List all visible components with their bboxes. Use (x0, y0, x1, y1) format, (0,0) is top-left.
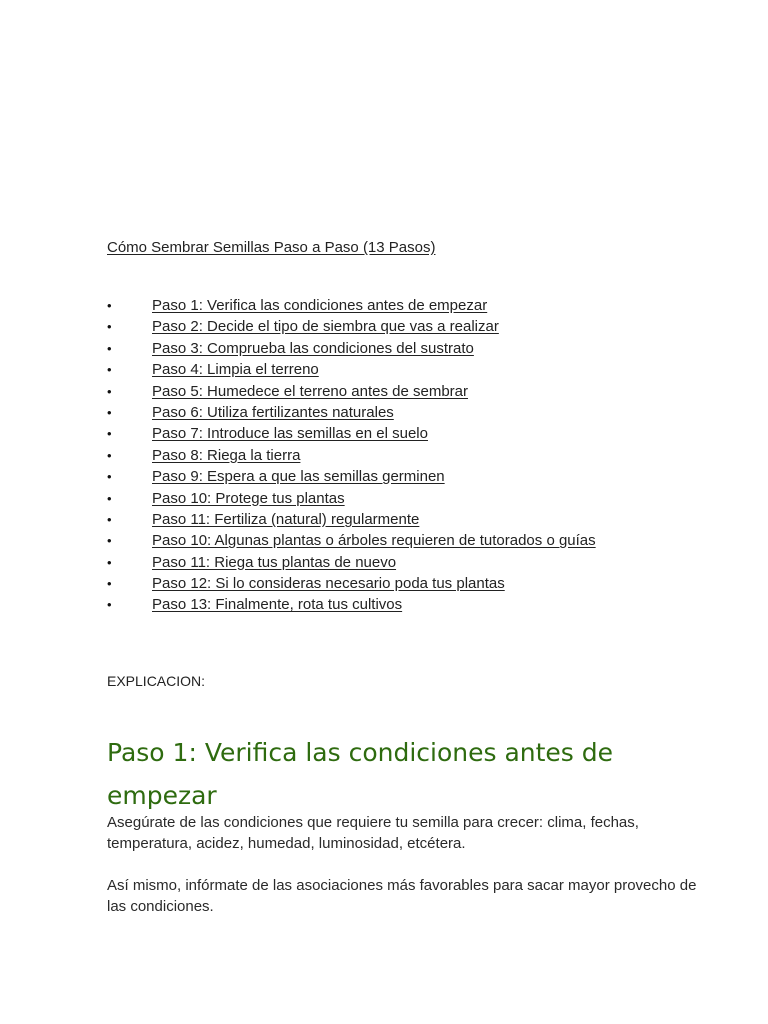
bullet-icon: • (107, 597, 112, 613)
step-link-6[interactable]: Paso 6: Utiliza fertilizantes naturales (152, 403, 394, 421)
bullet-icon: • (107, 533, 112, 549)
paragraph-associations: Así mismo, infórmate de las asociaciones más favorables para sacar mayor provecho de las condiciones. (107, 877, 697, 915)
bullet-icon: • (107, 469, 112, 485)
bullet-icon: • (107, 426, 112, 442)
bullet-icon: • (107, 447, 112, 463)
bullet-icon: • (107, 319, 112, 335)
bullet-icon: • (107, 554, 112, 570)
step-link-15[interactable]: Paso 13: Finalmente, rota tus cultivos (152, 596, 403, 614)
step-link-1[interactable]: Paso 1: Verifica las condiciones antes de empezar (152, 297, 488, 314)
bullet-icon: • (107, 298, 112, 313)
step-link-7[interactable]: Paso 7: Introduce las semillas en el suelo (152, 425, 428, 443)
step-link-4[interactable]: Paso 4: Limpia el terreno (152, 361, 319, 379)
bullet-icon: • (107, 576, 112, 592)
bullet-icon: • (107, 340, 112, 356)
paragraph-conditions: Asegúrate de las condiciones que requiere tu semilla para crecer: clima, fechas, temperatura, acidez, humedad, luminosidad, etcétera. (107, 814, 639, 852)
bullet-icon: • (107, 404, 112, 420)
step-link-5[interactable]: Paso 5: Humedece el terreno antes de sembrar (152, 382, 469, 400)
section-heading: Paso 1: Verifica las condiciones antes de empezar (107, 738, 614, 810)
bullet-icon: • (107, 362, 112, 378)
step-link-14[interactable]: Paso 12: Si lo consideras necesario poda tus plantas (152, 575, 505, 593)
step-link-11[interactable]: Paso 11: Fertiliza (natural) regularmente (152, 510, 420, 528)
bullet-icon: • (107, 511, 112, 527)
step-link-3[interactable]: Paso 3: Comprueba las condiciones del sustrato (152, 339, 474, 357)
step-link-2[interactable]: Paso 2: Decide el tipo de siembra que vas a realizar (152, 318, 499, 336)
explicacion-label: EXPLICACION: (107, 673, 206, 689)
step-link-8[interactable]: Paso 8: Riega la tierra (152, 446, 301, 464)
document-title: Cómo Sembrar Semillas Paso a Paso (13 Pasos) (107, 239, 436, 256)
step-link-9[interactable]: Paso 9: Espera a que las semillas germinen (152, 468, 445, 486)
step-link-12[interactable]: Paso 10: Algunas plantas o árboles requieren de tutorados o guías (152, 532, 596, 550)
step-link-10[interactable]: Paso 10: Protege tus plantas (152, 489, 345, 507)
bullet-icon: • (107, 490, 112, 506)
step-link-13[interactable]: Paso 11: Riega tus plantas de nuevo (152, 553, 397, 571)
bullet-icon: • (107, 383, 112, 399)
